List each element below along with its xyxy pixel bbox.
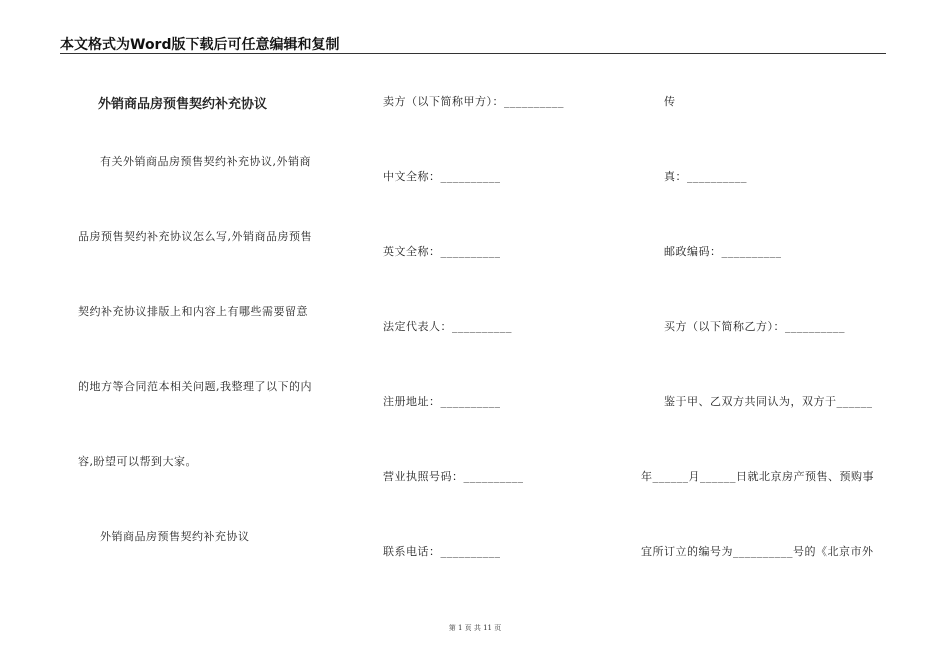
document-title: 外销商品房预售契约补充协议 <box>98 97 268 112</box>
fax-field: 真：__________ <box>664 170 747 183</box>
business-license-field: 营业执照号码：__________ <box>383 470 524 483</box>
paragraph-line: 品房预售契约补充协议怎么写,外销商品房预售 <box>78 230 312 243</box>
legal-rep-field: 法定代表人：__________ <box>383 320 512 333</box>
page-number: 第 1 页 共 11 页 <box>448 624 502 632</box>
paragraph-line: 契约补充协议排版上和内容上有哪些需要留意 <box>78 305 308 318</box>
paragraph-line: 有关外销商品房预售契约补充协议,外销商 <box>100 155 311 168</box>
english-name-field: 英文全称：__________ <box>383 245 501 258</box>
paragraph-line: 的地方等合同范本相关问题,我整理了以下的内 <box>78 380 312 393</box>
page-header: 本文格式为Word版下载后可任意编辑和复制 <box>60 37 340 53</box>
paragraph-line: 鉴于甲、乙双方共同认为，双方于______ <box>664 395 873 408</box>
registered-address-field: 注册地址：__________ <box>383 395 501 408</box>
buyer-field: 买方（以下简称乙方）：__________ <box>664 320 845 333</box>
postal-code-field: 邮政编码：__________ <box>664 245 782 258</box>
paragraph-line: 宜所订立的编号为__________号的《北京市外 <box>641 545 874 558</box>
section-heading: 外销商品房预售契约补充协议 <box>100 530 250 543</box>
seller-field: 卖方（以下简称甲方）：__________ <box>383 95 564 108</box>
phone-field: 联系电话：__________ <box>383 545 501 558</box>
header-divider <box>60 53 886 54</box>
paragraph-line: 年______月______日就北京房产预售、预购事 <box>641 470 874 483</box>
chinese-name-field: 中文全称：__________ <box>383 170 501 183</box>
fax-label-line: 传 <box>664 95 676 108</box>
paragraph-line: 容,盼望可以帮到大家。 <box>78 455 197 468</box>
